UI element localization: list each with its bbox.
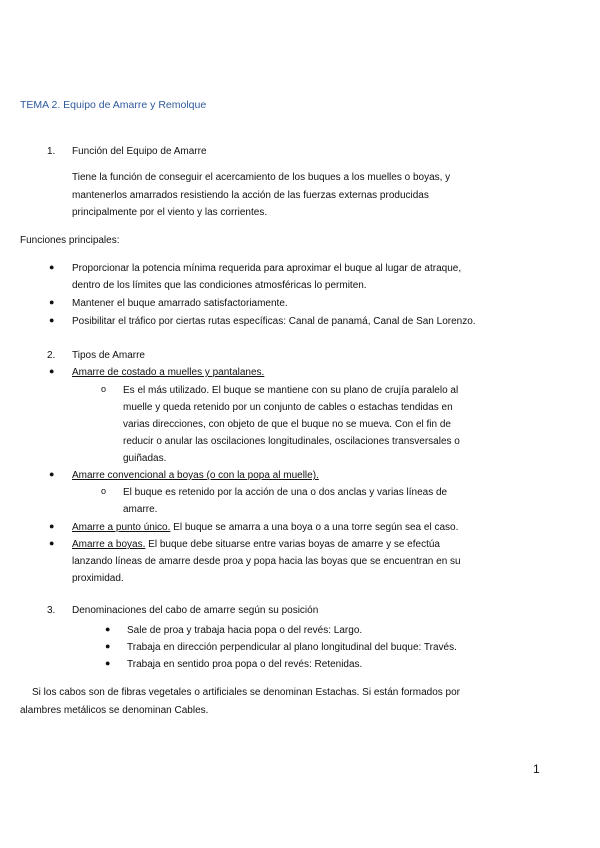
bullet-icon: ● xyxy=(105,658,111,668)
page-number: 1 xyxy=(533,762,540,776)
amarre-convencional-label: Amarre convencional a boyas (o con la popa al muelle). xyxy=(72,470,319,481)
funciones-label: Funciones principales: xyxy=(20,235,120,246)
circle-bullet-icon: o xyxy=(101,486,107,496)
section-1-number: 1. xyxy=(47,146,56,157)
section-1-paragraph-line: mantenerlos amarrados resistiendo la acción de las fuerzas externas producidas xyxy=(72,190,429,201)
amarre-boyas-text: El buque debe situarse entre varias boyas de amarre y se efectúa xyxy=(145,539,440,550)
closing-paragraph-line: Si los cabos son de fibras vegetales o artificiales se denominan Estachas. Si están formados por xyxy=(32,687,461,698)
amarre-boyas-line: lanzando líneas de amarre desde proa y popa hacia las boyas que se encuentran en su xyxy=(72,556,461,567)
section-3-number: 3. xyxy=(47,605,56,616)
costado-desc-line: muelle y queda retenido por un conjunto de cables o estachas tendidas en xyxy=(123,402,453,413)
bullet-icon: ● xyxy=(49,521,55,531)
bullet-icon: ● xyxy=(49,469,55,479)
funcion-item-line: dentro de los límites que las condiciones atmosféricas lo permiten. xyxy=(72,280,367,291)
section-2-number: 2. xyxy=(47,350,56,361)
bullet-icon: ● xyxy=(49,262,55,272)
bullet-icon: ● xyxy=(49,315,55,325)
amarre-boyas-label: Amarre a boyas. xyxy=(72,539,146,550)
bullet-icon: ● xyxy=(49,297,55,307)
amarre-punto-unico-label: Amarre a punto único. xyxy=(72,522,171,533)
costado-desc-line: reducir o anular las oscilaciones longitudinales, oscilaciones transversales o xyxy=(123,436,460,447)
amarre-costado-label: Amarre de costado a muelles y pantalanes. xyxy=(72,367,265,378)
section-1-heading: Función del Equipo de Amarre xyxy=(72,146,207,157)
funcion-item-line: Posibilitar el tráfico por ciertas rutas específicas: Canal de panamá, Canal de San Lorenzo. xyxy=(72,316,476,327)
amarre-punto-unico-item xyxy=(72,521,458,535)
circle-bullet-icon: o xyxy=(101,384,107,394)
costado-desc-line: varias direcciones, con objeto de que el buque no se mueva. Con el fin de xyxy=(123,419,451,430)
closing-paragraph-line: alambres metálicos se denominan Cables. xyxy=(20,705,209,716)
denominacion-item: Trabaja en sentido proa popa o del revés: Retenidas. xyxy=(127,659,363,670)
funcion-item-line: Proporcionar la potencia mínima requerida para aproximar el buque al lugar de atraque, xyxy=(72,263,462,274)
section-1-paragraph-line: Tiene la función de conseguir el acercamiento de los buques a los muelles o boyas, y xyxy=(72,172,451,183)
funcion-item-line: Mantener el buque amarrado satisfactoriamente. xyxy=(72,298,288,309)
denominacion-item: Sale de proa y trabaja hacia popa o del revés: Largo. xyxy=(127,625,363,636)
bullet-icon: ● xyxy=(105,624,111,634)
costado-desc-line: guiñadas. xyxy=(123,453,167,464)
section-2-heading: Tipos de Amarre xyxy=(72,350,145,361)
convencional-desc-line: amarre. xyxy=(123,504,158,515)
bullet-icon: ● xyxy=(49,366,55,376)
bullet-icon: ● xyxy=(105,641,111,651)
amarre-punto-unico-text: El buque se amarra a una boya o a una torre según sea el caso. xyxy=(170,522,459,533)
costado-desc-line: Es el más utilizado. El buque se mantiene con su plano de crujía paralelo al xyxy=(123,385,459,396)
convencional-desc-line: El buque es retenido por la acción de una o dos anclas y varias líneas de xyxy=(123,487,448,498)
amarre-boyas-item xyxy=(72,538,440,552)
section-3-heading: Denominaciones del cabo de amarre según su posición xyxy=(72,605,319,616)
document-title: TEMA 2. Equipo de Amarre y Remolque xyxy=(20,99,207,111)
amarre-boyas-line: proximidad. xyxy=(72,573,124,584)
bullet-icon: ● xyxy=(49,538,55,548)
section-1-paragraph-line: principalmente por el viento y las corrientes. xyxy=(72,207,268,218)
denominacion-item: Trabaja en dirección perpendicular al plano longitudinal del buque: Través. xyxy=(127,642,457,653)
